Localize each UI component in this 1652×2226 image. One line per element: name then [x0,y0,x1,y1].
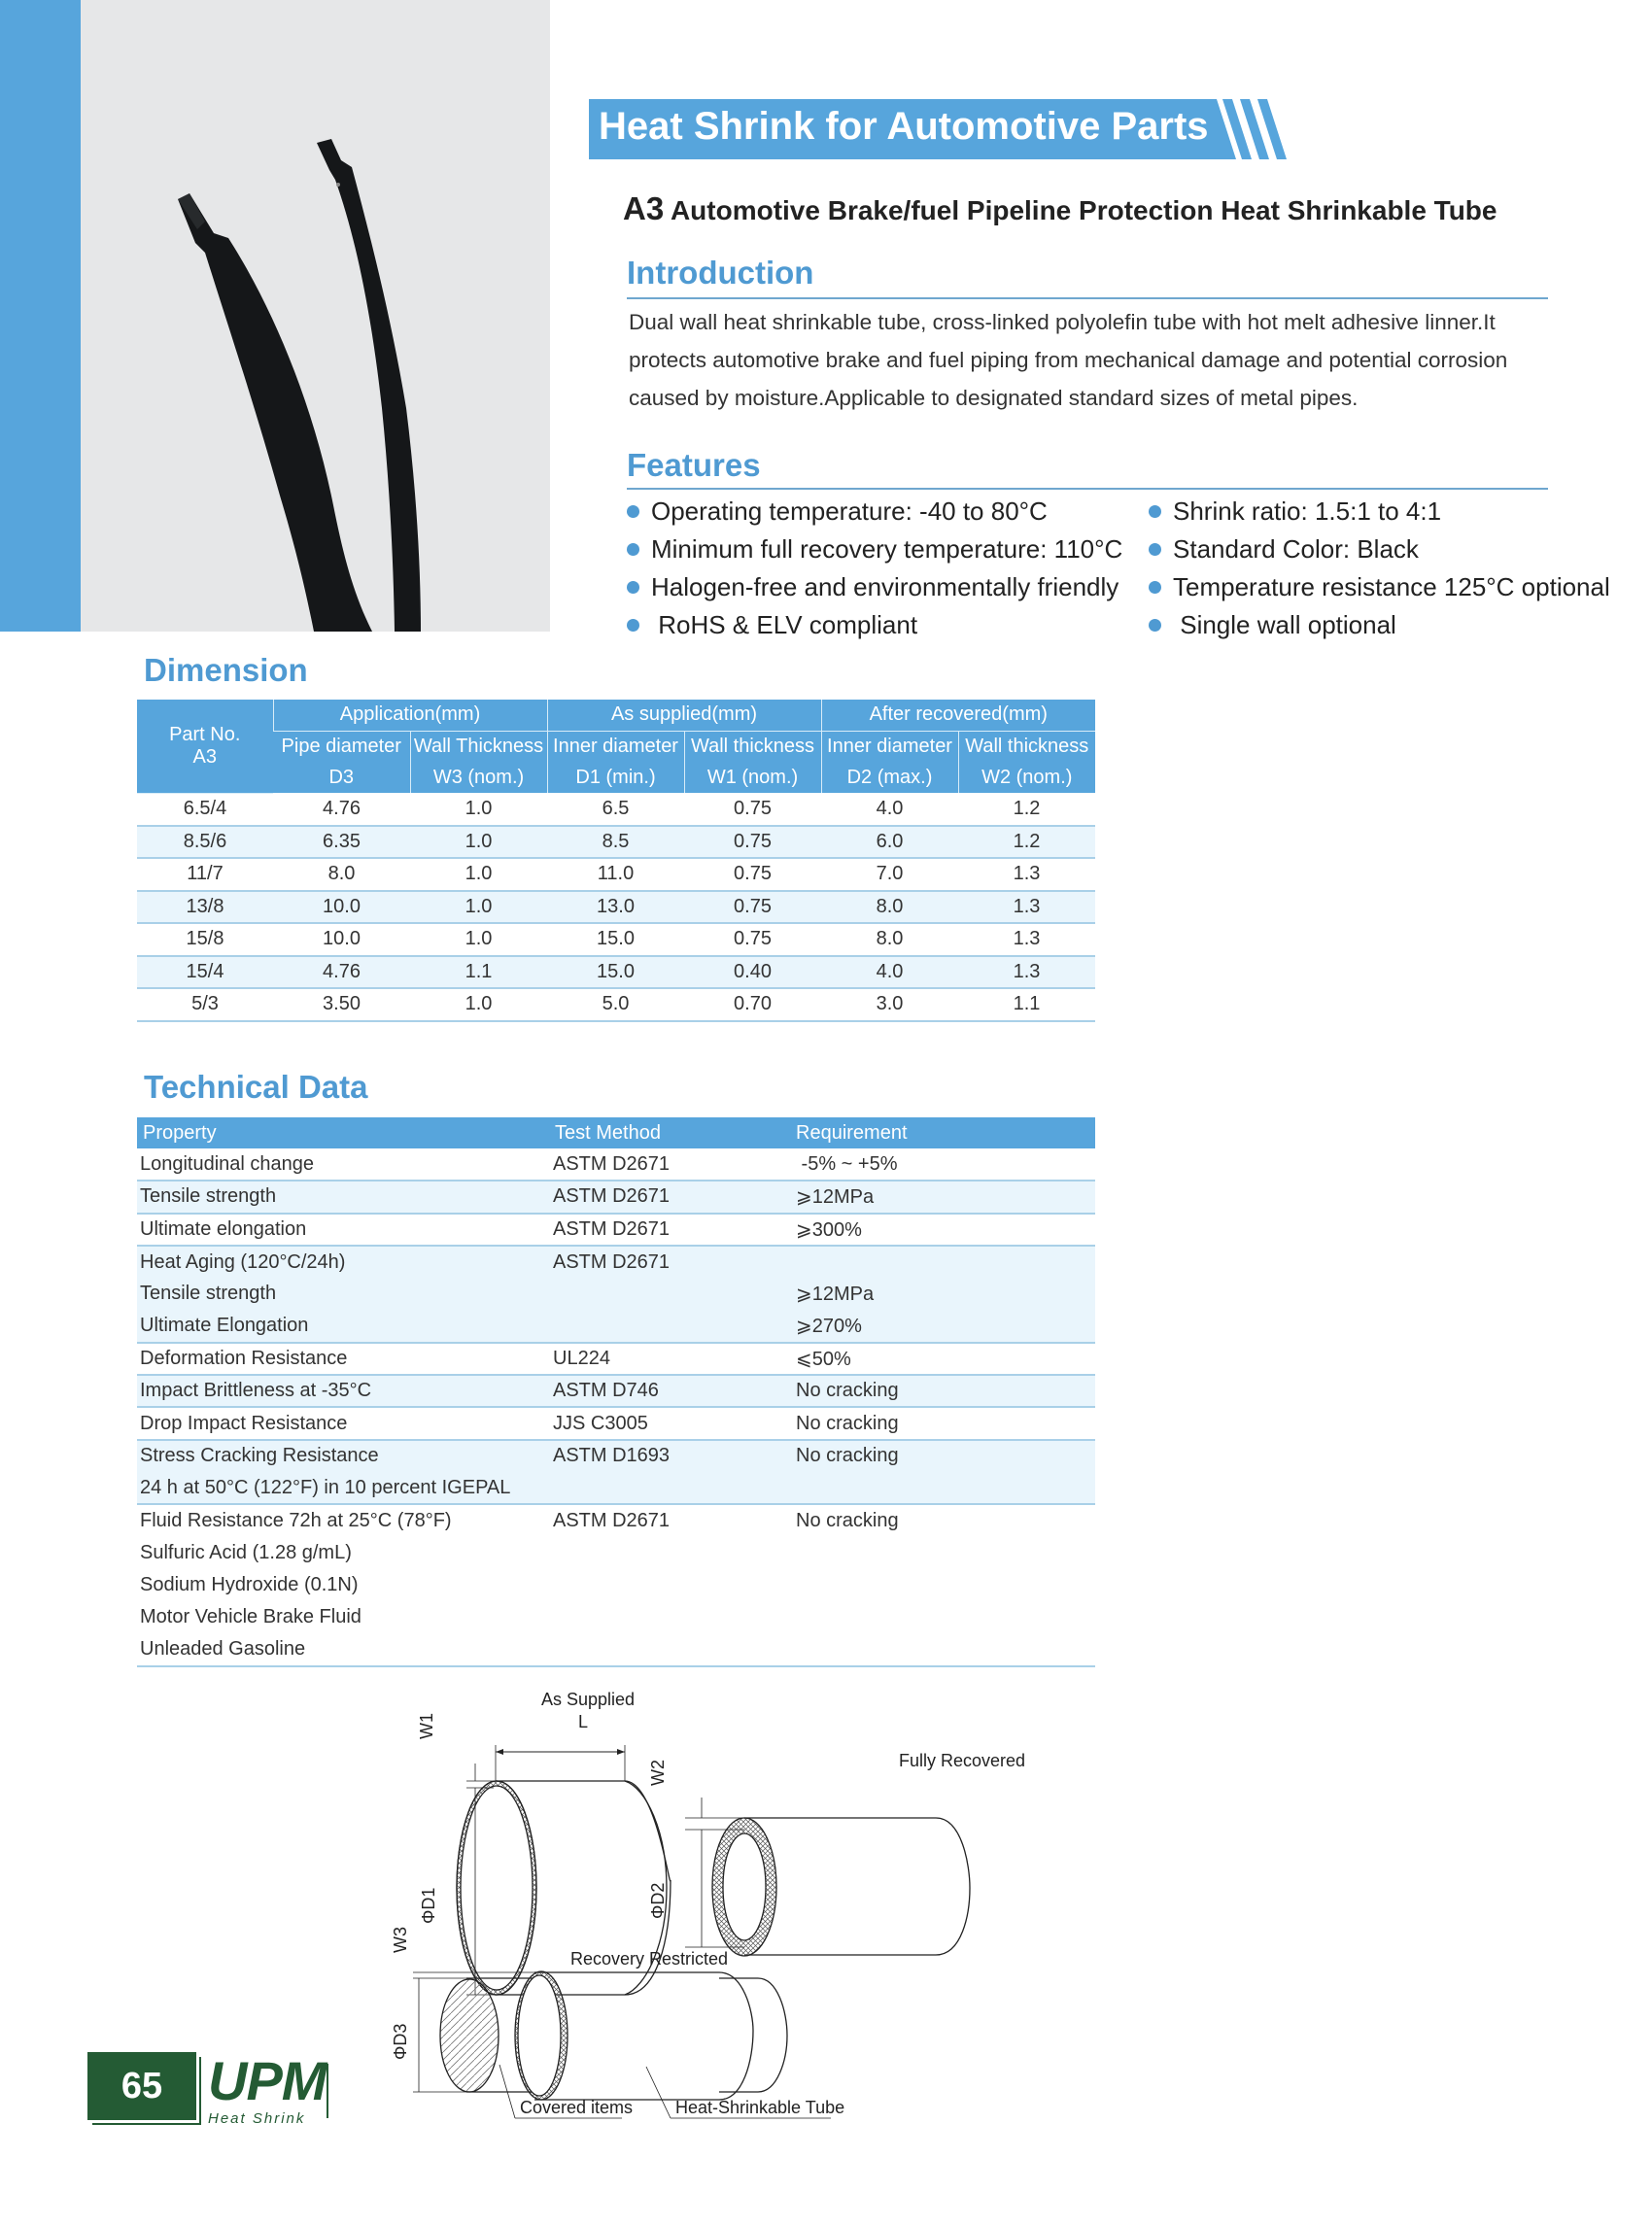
cell: 1.3 [958,923,1095,956]
cell: Tensile strength [137,1181,549,1213]
cell: 1.0 [410,923,547,956]
technical-data-heading: Technical Data [144,1069,368,1105]
part-no-label: Part No. [169,723,241,745]
cell: 11.0 [547,858,684,891]
banner-title: Heat Shrink for Automotive Parts [599,105,1209,148]
cell: 4.76 [273,956,410,989]
table-row [137,956,1095,989]
feature-text: Minimum full recovery temperature: 110°C [651,534,1123,564]
table-row [137,1633,1095,1665]
cell: 0.75 [684,826,821,859]
dimension-heading: Dimension [144,652,308,688]
feature-text: Operating temperature: -40 to 80°C [651,497,1048,526]
table-row [137,1472,1095,1504]
covered-items-label: Covered items [520,2098,634,2117]
brand-logo: UPM [208,2050,327,2111]
table-row [137,826,1095,859]
bullet-icon [1149,505,1161,518]
cell: No cracking [796,1509,899,1531]
feature-item [1149,531,1610,568]
cell: Ultimate Elongation [137,1310,549,1342]
tube-dimension-diagram [389,1671,1127,2138]
feature-text: Halogen-free and environmentally friendly [651,572,1119,601]
cell: 1.0 [410,891,547,924]
table-row [137,1504,1095,1536]
cell: JJS C3005 [549,1407,790,1439]
feature-item [1149,568,1610,606]
as-supplied-label: As Supplied [541,1690,636,1709]
introduction-divider [627,297,1548,299]
cell: 1.0 [410,988,547,1021]
cell [549,1633,790,1665]
cell: ASTM D2671 [549,1181,790,1213]
introduction-line: protects automotive brake and fuel piping from mechanical damage and potential corrosion [629,348,1508,372]
cell: 1.0 [410,858,547,891]
cell: ASTM D2671 [549,1246,790,1278]
cell [790,1601,1095,1633]
cell: 7.0 [821,858,958,891]
bullet-icon [627,505,639,518]
cell: Fluid Resistance 72h at 25°C (78°F) [140,1509,452,1531]
w1-label: W1 [417,1713,436,1739]
col-header: Pipe diameter [273,731,410,762]
bullet-icon [1149,581,1161,594]
length-label: L [578,1712,589,1731]
cell [790,1633,1095,1665]
introduction-line: Dual wall heat shrinkable tube, cross-linked polyolefin tube with hot melt adhesive linner.It [629,310,1496,334]
cell: 5/3 [137,988,273,1021]
cell [790,1472,1095,1504]
table-row [137,923,1095,956]
cell: 0.70 [684,988,821,1021]
table-row [137,1148,1095,1181]
cell [790,1246,1095,1278]
cell: Sulfuric Acid (1.28 g/mL) [140,1541,352,1563]
product-photo [81,0,550,632]
col-header-test-method: Test Method [549,1117,790,1148]
cell: 0.40 [684,956,821,989]
dimension-table [137,700,1095,1022]
table-row [137,1569,1095,1601]
cell: 8.0 [821,923,958,956]
heat-shrinkable-tube-label: Heat-Shrinkable Tube [675,2098,845,2117]
cell: 1.3 [958,858,1095,891]
col-header-symbol: D3 [273,762,410,793]
cell: 1.1 [958,988,1095,1021]
feature-item [627,568,1122,606]
table-row [137,1214,1095,1246]
table-row [137,1601,1095,1633]
part-series-label: A3 [192,745,217,768]
cell: ⩾270% [790,1310,1095,1342]
table-row [137,793,1095,826]
cell: Heat Aging (120°C/24h) [137,1246,549,1278]
cell: 8.5/6 [137,826,273,859]
bullet-icon [627,543,639,556]
cell: 4.0 [821,956,958,989]
table-row [137,1278,1095,1310]
group-header-application: Application(mm) [273,700,547,731]
cell: 1.2 [958,826,1095,859]
w2-label: W2 [648,1760,668,1786]
col-header-symbol: D1 (min.) [547,762,684,793]
table-row [137,988,1095,1021]
cell [549,1310,790,1342]
cell: 8.5 [547,826,684,859]
cell: 0.75 [684,891,821,924]
d1-label: ΦD1 [419,1887,438,1924]
table-row [137,1310,1095,1342]
cell: 0.75 [684,923,821,956]
brand-tagline: Heat Shrink [208,2110,306,2127]
bullet-icon [627,581,639,594]
cell: Unleaded Gasoline [137,1633,549,1665]
d2-label: ΦD2 [648,1882,668,1919]
features-divider [627,488,1548,490]
table-row [137,1181,1095,1213]
table-row [137,1343,1095,1375]
cell: ⩾300% [790,1214,1095,1246]
cell: No cracking [790,1440,1095,1472]
introduction-heading: Introduction [627,255,814,291]
cell: 6.35 [273,826,410,859]
cell: ⩾12MPa [790,1278,1095,1310]
page-number: 65 [87,2052,196,2120]
cell: No cracking [790,1407,1095,1439]
cell: 6.5 [547,793,684,826]
features-right-column [1149,493,1610,644]
cell: 1.3 [958,956,1095,989]
cell [549,1472,790,1504]
features-heading: Features [627,447,761,483]
feature-item [1149,606,1610,644]
cell: 8.0 [821,891,958,924]
cell: 4.0 [821,793,958,826]
bullet-icon [1149,619,1161,632]
feature-text: RoHS & ELV compliant [651,610,918,639]
bullet-icon [627,619,639,632]
col-header-requirement: Requirement [790,1117,1095,1148]
cell: 11/7 [137,858,273,891]
cell: 1.3 [958,891,1095,924]
cell: 15.0 [547,923,684,956]
cell: UL224 [549,1343,790,1375]
fully-recovered-labels [648,1751,1025,1947]
heat-shrink-tube-image [81,0,550,632]
cell [549,1569,790,1601]
cell: 0.75 [684,858,821,891]
cell: Longitudinal change [137,1148,549,1181]
cell: -5% ~ +5% [790,1148,1095,1181]
section-banner [589,99,1289,159]
cell: 4.76 [273,793,410,826]
cell: ASTM D2671 [549,1148,790,1181]
cell: 8.0 [273,858,410,891]
cell: 6.5/4 [137,793,273,826]
cell: ASTM D1693 [549,1440,790,1472]
cell: 13.0 [547,891,684,924]
feature-text: Shrink ratio: 1.5:1 to 4:1 [1173,497,1442,526]
col-header-symbol: D2 (max.) [821,762,958,793]
cell: 10.0 [273,891,410,924]
cell: 13/8 [137,891,273,924]
cell: Tensile strength [137,1278,549,1310]
col-header-property: Property [137,1117,549,1148]
cell: 10.0 [273,923,410,956]
cell [549,1601,790,1633]
cell [549,1278,790,1310]
col-header: Inner diameter [821,731,958,762]
cell: 1.0 [410,793,547,826]
col-header: Wall thickness [958,731,1095,762]
feature-item [627,606,1122,644]
cell [790,1537,1095,1569]
cell: 3.0 [821,988,958,1021]
cell: 15/8 [137,923,273,956]
cell: ASTM D2671 [549,1214,790,1246]
cell: ASTM D2671 [553,1509,671,1531]
w3-label: W3 [391,1927,410,1953]
cell: 1.1 [410,956,547,989]
table-row [137,858,1095,891]
footer-logo [87,2052,340,2130]
table-row [137,891,1095,924]
cell [549,1537,790,1569]
col-header: Wall thickness [684,731,821,762]
cell: Drop Impact Resistance [137,1407,549,1439]
col-header-symbol: W2 (nom.) [958,762,1095,793]
recovery-restricted-label: Recovery Restricted [570,1949,729,1969]
cell: Deformation Resistance [137,1343,549,1375]
table-row [137,1375,1095,1407]
cell: 1.0 [410,826,547,859]
cell: 3.50 [273,988,410,1021]
features-left-column [627,493,1122,644]
feature-item [1149,493,1610,531]
cell: 6.0 [821,826,958,859]
cell: ⩽50% [790,1343,1095,1375]
col-header-symbol: W1 (nom.) [684,762,821,793]
feature-text: Standard Color: Black [1173,534,1419,564]
product-code: A3 [623,190,665,226]
table-row [137,1440,1095,1472]
cell: Ultimate elongation [137,1214,549,1246]
cell: Sodium Hydroxide (0.1N) [140,1574,359,1595]
product-title [623,190,1497,227]
feature-item [627,531,1122,568]
technical-data-table [137,1117,1095,1667]
group-header-after-recovered: After recovered(mm) [821,700,1095,731]
col-header-symbol: W3 (nom.) [410,762,547,793]
cell: ⩾12MPa [790,1181,1095,1213]
table-row [137,1537,1095,1569]
cell: No cracking [790,1375,1095,1407]
brand-divider [327,2064,328,2118]
cell [790,1569,1095,1601]
introduction-line: caused by moisture.Applicable to designated standard sizes of metal pipes. [629,386,1359,410]
group-header-as-supplied: As supplied(mm) [547,700,821,731]
table-row [137,1246,1095,1278]
bullet-icon [1149,543,1161,556]
part-no-header [137,700,273,793]
cell: Stress Cracking Resistance [137,1440,549,1472]
introduction-text [629,303,1562,417]
feature-text: Single wall optional [1173,610,1396,639]
cell: Impact Brittleness at -35°C [137,1375,549,1407]
cell: Motor Vehicle Brake Fluid [140,1606,361,1628]
side-accent-stripe [0,0,81,632]
col-header: Wall Thickness [410,731,547,762]
product-name: Automotive Brake/fuel Pipeline Protection Heat Shrinkable Tube [670,195,1497,225]
cell: 5.0 [547,988,684,1021]
cell: 24 h at 50°C (122°F) in 10 percent IGEPAL [137,1472,549,1504]
col-header: Inner diameter [547,731,684,762]
feature-text: Temperature resistance 125°C optional [1173,572,1610,601]
fully-recovered-label: Fully Recovered [899,1751,1026,1770]
feature-item [627,493,1122,531]
cell: 15.0 [547,956,684,989]
table-row [137,1407,1095,1439]
cell: 15/4 [137,956,273,989]
cell: 1.2 [958,793,1095,826]
cell: ASTM D746 [549,1375,790,1407]
d3-label: ΦD3 [391,2023,410,2060]
cell: 0.75 [684,793,821,826]
